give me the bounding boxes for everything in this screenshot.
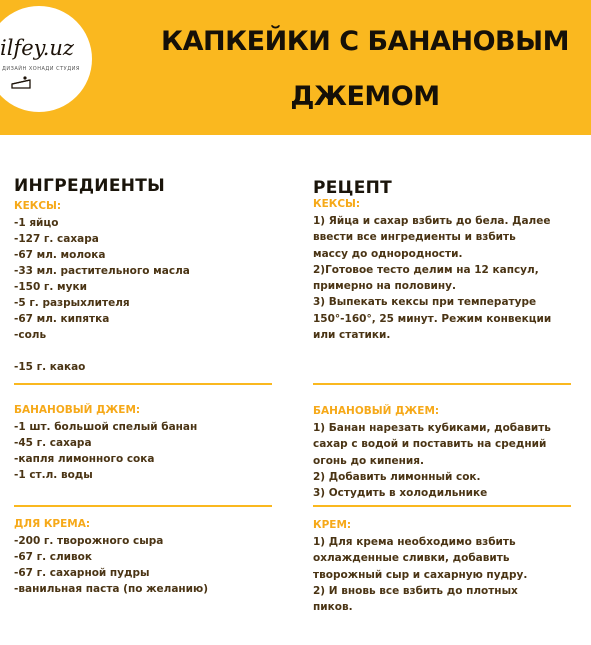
section-title: КРЕМ: [313, 519, 352, 531]
recipe-section-banana-jam [313, 404, 551, 501]
section-title: КЕКСЫ: [14, 200, 62, 212]
title-line-2: ДЖЕМОМ [290, 81, 440, 112]
recipe-step-line: 2) Добавить лимонный сок. [313, 470, 481, 483]
ingredients-heading: ИНГРЕДИЕНТЫ [14, 176, 166, 196]
ingredient-item: -5 г. разрыхлителя [14, 297, 130, 309]
ingredient-item: -150 г. муки [14, 281, 87, 293]
recipe-step-line: или статики. [313, 329, 391, 342]
ingredient-item: -67 г. сливок [14, 551, 93, 563]
ingredient-item: -1 яйцо [14, 217, 59, 229]
ingredient-item: -45 г. сахара [14, 437, 92, 449]
section-title: КЕКСЫ: [313, 198, 361, 210]
ingredient-item: -33 мл. растительного масла [14, 265, 190, 277]
recipe-step-line: массу до однородности. [313, 247, 463, 260]
recipe-step-line: 1) Банан нарезать кубиками, добавить [313, 422, 551, 434]
recipe-section-cupcakes [313, 197, 575, 343]
recipe-step-line: 3) Остудить в холодильнике [313, 487, 488, 500]
title-line-1: КАПКЕЙКИ С БАНАНОВЫМ [161, 26, 569, 57]
divider-left-2 [14, 505, 272, 507]
ingredient-item: -соль [14, 329, 47, 341]
divider-right-2 [313, 505, 571, 507]
ingredients-section-cream [14, 517, 208, 597]
recipe-step-line: 2)Готовое тесто делим на 12 капсул, [313, 263, 539, 276]
recipe-step-line: творожный сыр и сахарную пудру. [313, 568, 528, 581]
recipe-step-line: 3) Выпекать кексы при температуре [313, 296, 537, 309]
divider-left-1 [14, 383, 272, 385]
recipe-step-line: пиков. [313, 601, 353, 614]
ingredient-item: -1 ст.л. воды [14, 469, 93, 481]
recipe-step-line: огонь до кипения. [313, 454, 425, 467]
ingredient-item: -1 шт. большой спелый банан [14, 421, 198, 433]
ingredient-item: -67 г. сахарной пудры [14, 567, 150, 579]
ingredients-section-banana-jam [14, 403, 197, 483]
section-title: БАНАНОВЫЙ ДЖЕМ: [313, 405, 440, 417]
brand-logo [0, 6, 92, 112]
recipe-heading: РЕЦЕПТ [313, 178, 393, 198]
recipe-step-line: 1) Для крема необходимо взбить [313, 536, 516, 548]
ingredient-item: -ванильная паста (по желанию) [14, 583, 209, 595]
ingredient-item: -67 мл. молока [14, 249, 106, 261]
ingredient-item: -67 мл. кипятка [14, 313, 110, 325]
recipe-section-cream [313, 518, 527, 615]
cake-slice-icon [10, 72, 32, 90]
recipe-step-line: ввести все ингредиенты и взбить [313, 231, 516, 244]
recipe-step-line: 150°-160°, 25 минут. Режим конвекции [313, 312, 552, 325]
section-title: БАНАНОВЫЙ ДЖЕМ: [14, 404, 141, 416]
ingredient-item: -200 г. творожного сыра [14, 535, 164, 547]
ingredient-item: -127 г. сахара [14, 233, 99, 245]
recipe-step-line: 2) И вновь все взбить до плотных [313, 584, 518, 597]
recipe-step-line: 1) Яйца и сахар взбить до бела. Далее [313, 215, 551, 227]
page-title [140, 14, 590, 124]
divider-right-1 [313, 383, 571, 385]
section-title: ДЛЯ КРЕМА: [14, 518, 91, 530]
ingredient-item: -15 г. какао [14, 361, 86, 373]
ingredients-section-cupcakes [14, 199, 276, 375]
recipe-step-line: охлажденные сливки, добавить [313, 552, 510, 565]
logo-subtext: ДИЗАЙН ХОНАДИ СТУДИЯ [2, 66, 80, 72]
recipe-step-line: примерно на половину. [313, 280, 456, 293]
logo-text: ilfey.uz [0, 36, 74, 60]
header-banner [0, 0, 591, 135]
recipe-step-line: сахар с водой и поставить на средний [313, 438, 547, 451]
ingredient-item: -капля лимонного сока [14, 453, 155, 465]
recipe-column [313, 175, 575, 614]
ingredients-column [14, 175, 276, 595]
